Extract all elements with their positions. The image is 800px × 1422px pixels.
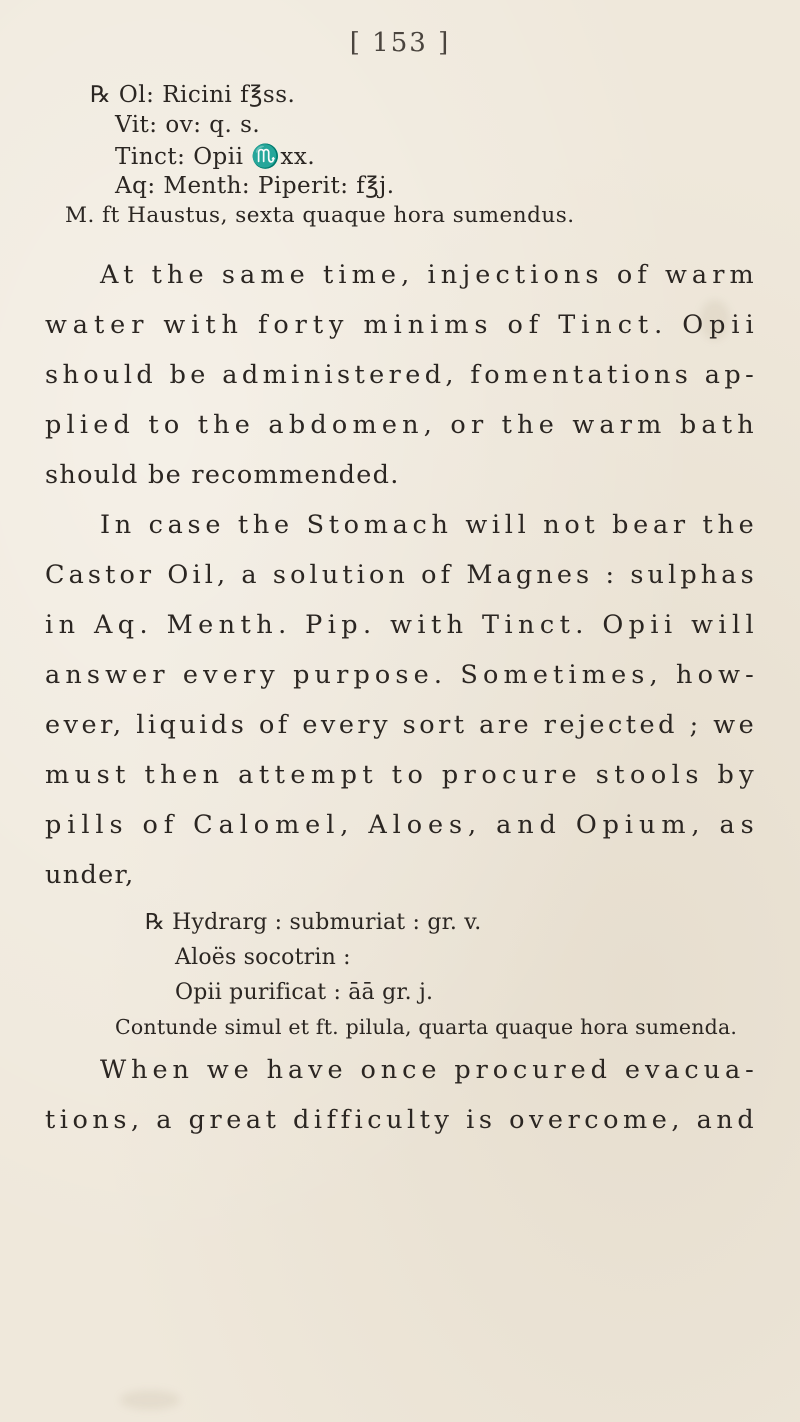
paragraph-line: in Aq. Menth. Pip. with Tinct. Opii will [45,610,760,640]
prescription-instruction: Contunde simul et ft. pilula, quarta quaque hora sumenda. [115,1015,738,1039]
paragraph-line: must then attempt to procure stools by [45,760,760,790]
prescription-line: Tinct: Opii ♏xx. [115,144,316,170]
paragraph-line: water with forty minims of Tinct. Opii [45,310,760,340]
paragraph-line: answer every purpose. Sometimes, how- [45,660,759,690]
prescription-instruction: M. ft Haustus, sexta quaque hora sumendus. [65,203,575,228]
paragraph-line: ever, liquids of every sort are rejected ; we [45,710,758,740]
paragraph-line: should be administered, fomentations ap- [45,360,759,390]
paragraph-line: When we have once procured evacua- [100,1055,759,1085]
paper-stain [120,1390,180,1410]
paragraph-line: plied to the abdomen, or the warm bath [45,410,759,440]
paragraph-line: under, [45,860,135,890]
paragraph-line: Castor Oil, a solution of Magnes : sulphas [45,560,758,590]
paragraph-line: pills of Calomel, Aloes, and Opium, as [45,810,760,840]
page-number: [ 153 ] [349,28,451,58]
prescription-line: Vit: ov: q. s. [115,112,261,138]
prescription-line: ℞ Ol: Ricini f℥ss. [90,82,296,108]
paragraph-line: In case the Stomach will not bear the [100,510,759,540]
paragraph-line: At the same time, injections of warm [100,260,759,290]
paragraph-line: should be recommended. [45,460,400,490]
prescription-line: Aq: Menth: Piperit: f℥j. [115,173,395,199]
paragraph-line: tions, a great difficulty is overcome, and [45,1105,759,1135]
prescription-line: ℞ Hydrarg : submuriat : gr. v. [145,910,482,935]
prescription-line: Aloës socotrin : [175,945,351,970]
prescription-line: Opii purificat : āā gr. j. [175,980,434,1005]
